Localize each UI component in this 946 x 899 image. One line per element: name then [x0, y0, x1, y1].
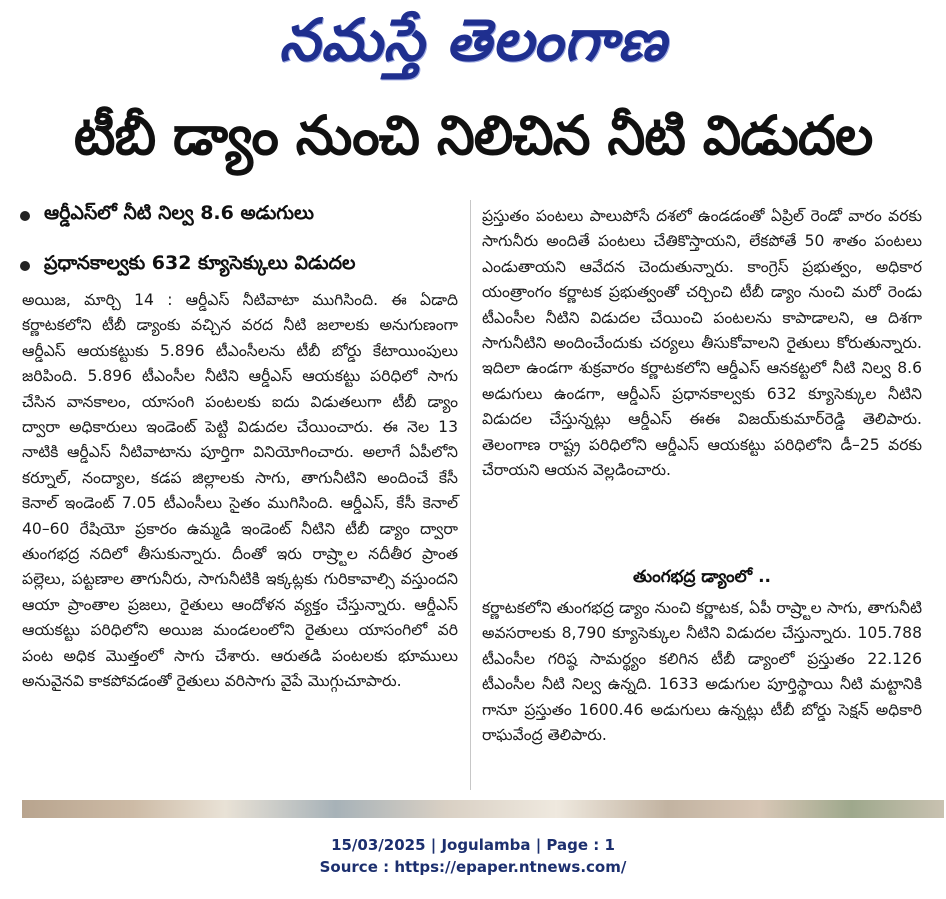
footer-date-edition: 15/03/2025 | Jogulamba | Page : 1: [331, 836, 615, 854]
photo-strip: [22, 800, 944, 818]
bullet-icon: [20, 211, 30, 221]
article-left-column: [22, 288, 458, 695]
newspaper-logo: నమస్తే తెలంగాణ: [279, 6, 667, 74]
section-body-text: కర్ణాటకలోని తుంగభద్ర డ్యాం నుంచి కర్ణాటక, ఏపీ రాష్ర్టాల సాగు, తాగునీటి అవసరాలకు 8,790 క్యూసెక్కుల నీటిని విడుదల చేస్తున్నారు. 105.788 టీఎంసీల గరిష్ఠ సామర్థ్యం కలిగిన టీబీ డ్యాంలో ప్రస్తుతం 22.126 టీఎంసీల నీటి నిల్వ ఉన్నది. 1633 అడుగుల పూర్తిస్థాయి నీటి మట్టానికి గానూ ప్రస్తుతం 1600.46 అడుగులు ఉన్నట్లు టీబీ బోర్డు సెక్షన్ అధికారి రాఘవేంద్ర తెలిపారు.: [482, 599, 922, 745]
article-headline: టీబీ డ్యాం నుంచి నిలిచిన నీటి విడుదల: [73, 104, 873, 167]
article-right-column: [482, 204, 922, 483]
footer-source: Source : https://epaper.ntnews.com/: [319, 858, 627, 876]
left-column-text: అయిజ, మార్చి 14 : ఆర్డీఎస్ నీటివాటా ముగిసింది. ఈ ఏడాది కర్ణాటకలోని టీబీ డ్యాంకు వచ్చిన వరద నీటి జలాలకు అనుగుణంగా ఆర్డీఎస్ ఆయకట్టుకు 5.896 టీఎంసీలను టీబీ బోర్డు కేటాయింపులు జరిపింది. 5.896 టీఎంసీల నీటిని ఆర్డీఎస్ ఆయకట్టు పరిధిలో సాగు చేసిన వానకాలం, యాసంగి పంటలకు ఐదు విడుతలుగా టీబీ డ్యాం ద్వారా అధికారులు ఇండెంట్ పెట్టి విడుదల చేయించారు. ఈ నెల 13 నాటికి ఆర్డీఎస్ నీటివాటాను పూర్తిగా వినియోగించారు. అలాగే ఏపీలోని కర్నూల్, నంద్యాల, కడప జిల్లాలకు సాగు, తాగునీటిని అందించే కేసీ కెనాల్ ఇండెంట్ 7.05 టీఎంసీలు సైతం ముగిసింది. ఆర్డీఎస్, కేసీ కెనాల్ 40–60 రేషియో ప్రకారం ఉమ్మడి ఇండెంట్ నీటిని టీబీ డ్యాం ద్వారా తుంగభద్ర నదిలో తీసుకున్నారు. దీంతో ఇరు రాష్ర్టాల నదీతీర ప్రాంత పల్లెలు, పట్టణాల తాగునీరు, సాగునీటికి ఇక్కట్లకు గురికావాల్సి వస్తుందని ఆయా ప్రాంతాల ప్రజలు, రైతులు ఆందోళన వ్యక్తం చేస్తున్నారు. ఆర్డీఎస్ ఆయకట్టు పరిధిలోని అయిజ మండలంలోని రైతులు యాసంగిలో వరి పంట అధిక మొత్తంలో సాగు చేశారు. ఆరుతడి పంటలకు భూములు అనువైనవి కాకపోవడంతో రైతులు వరిసాగు వైపే మొగ్గుచూపారు.: [22, 291, 458, 691]
subheadline-2: [20, 252, 355, 279]
subheadline-2-text: ప్రధానకాల్వకు 632 క్యూసెక్కులు విడుదల: [44, 252, 356, 274]
right-column-text: ప్రస్తుతం పంటలు పాలుపోసే దశలో ఉండడంతో ఏప్రిల్ రెండో వారం వరకు సాగునీరు అందితే పంటలు చేతికొస్తాయని, లేకపోతే 50 శాతం పంటలు ఎండుతాయని ఆవేదన చెందుతున్నారు. కాంగ్రెస్ ప్రభుత్వం, అధికార యంత్రాంగం కర్ణాటక ప్రభుత్వంతో చర్చించి టీబీ డ్యాం నుంచి మరో రెండు టీఎంసీల నీటిని విడుదల చేయించి పంటలను కాపాడాలని, ఆ దిశగా సాగునీటిని అందించేందుకు చర్యలు తీసుకోవాలని రైతులు కోరుతున్నారు. ఇదిలా ఉండగా శుక్రవారం కర్ణాటకలోని ఆర్డీఎస్ ఆనకట్టలో నీటి నిల్వ 8.6 అడుగులు ఉండగా, ఆర్డీఎస్ ప్రధానకాల్వకు 632 క్యూసెక్కుల నీటిని విడుదల చేస్తున్నట్లు ఆర్డీఎస్ ఈఈ విజయ్‌కుమార్‌రెడ్డి తెలిపారు. తెలంగాణ రాష్ట్ర పరిధిలోని ఆర్డీఎస్ ఆయకట్టు పరిధిలోని డీ–25 వరకు చేరాయని ఆయన వెల్లడించారు.: [482, 207, 922, 480]
article-section-body: [482, 596, 922, 748]
masthead: [0, 0, 946, 80]
column-divider: [470, 200, 471, 790]
bullet-icon: [20, 261, 30, 271]
section-heading: తుంగభద్ర డ్యాంలో ..: [632, 567, 771, 587]
subheadline-1: [20, 202, 314, 229]
subheadline-1-text: ఆర్డీఎస్‌లో నీటి నిల్వ 8.6 అడుగులు: [44, 202, 314, 224]
